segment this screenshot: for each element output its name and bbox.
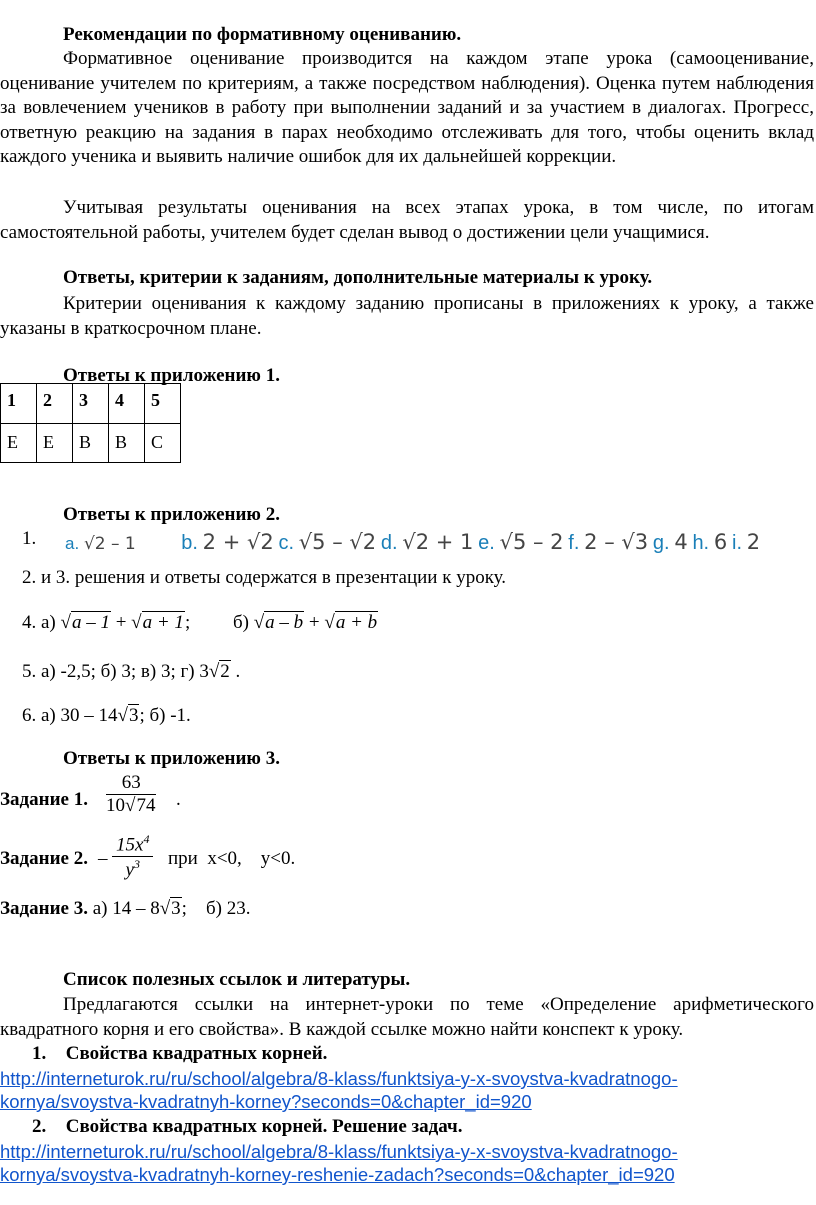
answer-label: g.: [652, 532, 670, 554]
task2-num-exp: 4: [143, 832, 150, 846]
task2-den-base: y: [125, 859, 134, 881]
paragraph-formative-2: Учитывая результаты оценивания на всех этапах урока, в том числе, по итогам самостоятельной работы, учителем будет сделан вывод о достижении цели учащимися.: [0, 197, 814, 243]
task1-numerator: 63: [106, 772, 156, 795]
paragraph-links: Предлагаются ссылки на интернет-уроки по теме «Определение арифметического квадратного корня и его свойства». В каждой ссылке можно найти конспект к уроку.: [0, 994, 814, 1040]
item6-prefix: 6. а): [22, 705, 56, 726]
table-cell: E: [37, 424, 73, 463]
item4-rad-b1: a – b: [265, 612, 304, 633]
link2-url-line2[interactable]: kornya/svoystva-kvadratnyh-korney-reshenie-zadach?seconds=0&chapter_id=920: [0, 1164, 675, 1185]
link1-url-line2[interactable]: kornya/svoystva-kvadratnyh-korney?seconds=0&chapter_id=920: [0, 1091, 532, 1112]
answer-expr: 4: [674, 530, 688, 554]
task1-fraction: [106, 772, 156, 817]
task2-num-base: 15x: [116, 834, 144, 856]
task2-minus: –: [98, 848, 108, 869]
link2-number: 2.: [32, 1116, 47, 1137]
table-header-cell: 3: [73, 384, 109, 424]
answer-label: i.: [732, 532, 742, 554]
answer-expr: 6: [713, 530, 728, 554]
answers-table: [0, 383, 181, 463]
app1-title: Ответы к приложению 1.: [63, 365, 280, 386]
table-header-cell: 5: [145, 384, 181, 424]
table-header-row: [1, 384, 181, 424]
answer-label: d.: [380, 532, 398, 554]
item4-rad-b2: a + b: [335, 612, 378, 633]
table-row: [1, 424, 181, 463]
link2-url-line1[interactable]: http://interneturok.ru/ru/school/algebra/8-klass/funktsiya-y-x-svoystva-kvadratnogo-: [0, 1141, 678, 1162]
task3-rad: 3: [171, 898, 181, 919]
table-cell: C: [145, 424, 181, 463]
answer-label: h.: [692, 532, 710, 554]
link2: [0, 1141, 678, 1187]
answer-expr: 2 + √2: [202, 530, 274, 554]
app2-title: Ответы к приложению 2.: [63, 504, 280, 525]
task3-suffix: ; б) 23.: [181, 898, 251, 919]
task1-label: Задание 1.: [0, 789, 88, 810]
task3-expr: 14 – 8: [112, 898, 160, 919]
app2-item23: 2. и 3. решения и ответы содержатся в презентации к уроку.: [22, 567, 507, 588]
task2-fraction: [112, 832, 153, 882]
item4-rad-a1: a – 1: [71, 612, 110, 633]
answer-expr: 2: [746, 530, 761, 554]
paragraph-criteria: Критерии оценивания к каждому заданию прописаны в приложениях к уроку, а также указаны в краткосрочном плане.: [0, 293, 814, 339]
link1-title: Свойства квадратных корней.: [65, 1043, 328, 1064]
answer-label: a.: [65, 534, 80, 553]
section-title-links: Список полезных ссылок и литературы.: [63, 969, 411, 990]
section-title-answers: Ответы, критерии к заданиям, дополнительные материалы к уроку.: [63, 267, 653, 288]
item6-expr: 30 – 14: [60, 705, 118, 726]
item6-rad: 3: [128, 705, 139, 726]
task3-row: Задание 3. а) 14 – 8√3; б) 23.: [0, 898, 251, 919]
answer-label: e.: [478, 532, 495, 554]
item5-rad: 2: [220, 661, 230, 682]
task2-label: Задание 2.: [0, 848, 88, 869]
answer-expr: √5 – √2: [298, 530, 377, 554]
answer-expr: 2 – √3: [584, 530, 649, 554]
app2-item4: 4. а) √a – 1 + √a + 1; б) √a – b + √a + b: [22, 612, 378, 633]
link1-number: 1.: [32, 1043, 47, 1064]
task3-prefix: а): [92, 898, 108, 919]
task2-condition: при x<0, y<0.: [168, 848, 296, 869]
answer-label: b.: [181, 532, 198, 554]
table-cell: B: [109, 424, 145, 463]
answer-label: f.: [568, 532, 580, 554]
task2-den-exp: 3: [133, 857, 140, 872]
link1-url-line1[interactable]: http://interneturok.ru/ru/school/algebra/8-klass/funktsiya-y-x-svoystva-kvadratnogo-: [0, 1068, 678, 1089]
link2-title: Свойства квадратных корней. Решение задач.: [65, 1116, 463, 1137]
item5-coef: 3: [199, 661, 209, 682]
paragraph-formative-1: Формативное оценивание производится на каждом этапе урока (самооценивание, оценивание учителем по критериям, а также посредством наблюдения). Оценка путем наблюдения за вовлечением учеников в работу при выполнении заданий и за участием в диалогах. Прогресс, ответную реакцию на задания в парах необходимо отслеживать для того, чтобы оценить вклад каждого ученика и выявить наличие ошибок для их дальнейшей коррекции.: [0, 48, 814, 167]
app2-item1-answers: [65, 530, 760, 555]
task2-denominator: [112, 857, 153, 881]
link1-heading: [32, 1043, 327, 1065]
item6-suffix: ; б) -1.: [139, 705, 191, 726]
table-header-cell: 4: [109, 384, 145, 424]
answer-expr: √2 + 1: [402, 530, 474, 554]
link1: [0, 1068, 678, 1114]
answer-expr: √2 – 1: [83, 534, 136, 554]
task3-label: Задание 3.: [0, 898, 88, 919]
item4-prefix: 4. а): [22, 612, 56, 633]
table-header-cell: 2: [37, 384, 73, 424]
task2-numerator: [112, 832, 153, 857]
app2-item1-number: 1.: [22, 528, 37, 549]
table-cell: E: [1, 424, 37, 463]
app3-title: Ответы к приложению 3.: [63, 748, 280, 769]
task1-period: .: [176, 789, 181, 810]
item4-sep: ; б): [184, 612, 249, 633]
table-cell: B: [73, 424, 109, 463]
section-title-formative: Рекомендации по формативному оцениванию.: [63, 24, 462, 45]
task1-den-coef: 10: [106, 795, 125, 816]
item5-text: 5. а) -2,5; б) 3; в) 3; г): [22, 661, 195, 682]
answer-label: c.: [278, 532, 295, 554]
link2-heading: [32, 1116, 462, 1138]
app2-item5: 5. а) -2,5; б) 3; в) 3; г) 3√2 .: [22, 661, 241, 682]
table-header-cell: 1: [1, 384, 37, 424]
app2-item6: 6. а) 30 – 14√3; б) -1.: [22, 705, 191, 726]
task1-den-rad: 74: [136, 795, 156, 816]
item4-rad-a2: a + 1: [142, 612, 184, 633]
task1-denominator: 10√74: [106, 795, 156, 816]
answer-expr: √5 – 2: [499, 530, 564, 554]
